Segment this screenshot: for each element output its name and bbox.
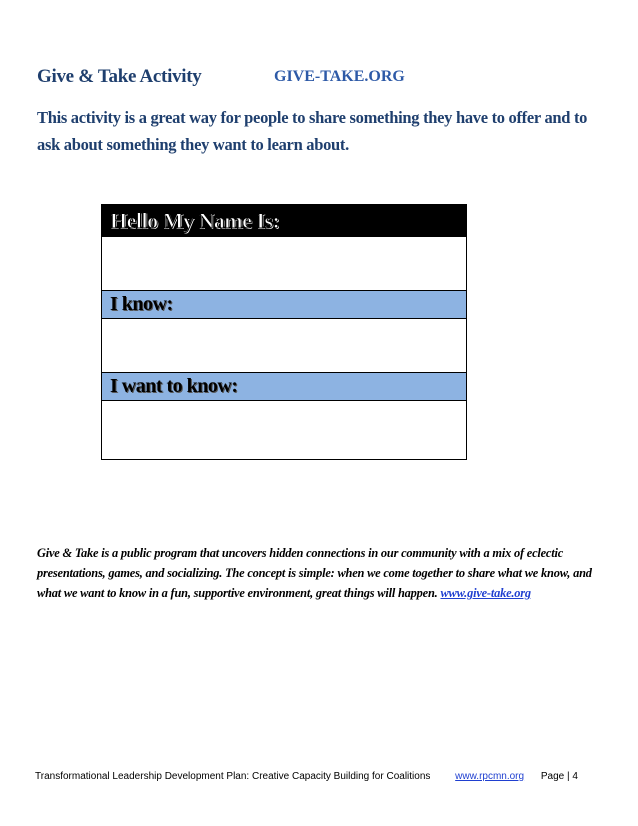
name-blank-field xyxy=(102,237,466,291)
want-blank-field xyxy=(102,401,466,457)
know-blank-field xyxy=(102,319,466,373)
about-paragraph xyxy=(37,543,602,603)
want-label: I want to know: xyxy=(110,375,238,397)
footer-doc-title: Transformational Leadership Development Plan: Creative Capacity Building for Coalitions xyxy=(35,771,431,782)
footer-url-link[interactable]: www.rpcmn.org xyxy=(455,771,525,782)
know-row-header xyxy=(102,291,466,319)
activity-title: Give & Take Activity xyxy=(37,66,202,87)
know-label: I know: xyxy=(110,293,173,315)
name-row-header xyxy=(102,205,466,237)
intro-paragraph: This activity is a great way for people to share something they have to offer and to ask about something they want to learn about. xyxy=(37,108,588,154)
site-tag: GIVE-TAKE.ORG xyxy=(274,68,405,85)
page-footer xyxy=(35,771,578,782)
name-label: Hello My Name Is: xyxy=(110,207,280,233)
want-row-header xyxy=(102,373,466,401)
give-take-link[interactable]: www.give-take.org xyxy=(440,586,531,600)
footer-page-number: Page | 4 xyxy=(540,771,578,782)
about-text: Give & Take is a public program that uncovers hidden connections in our community with a mix of eclectic presentations, games, and socializing. The concept is simple: when we come together to share what we know, and what we want to know in a fun, supportive environment, great things will happen. xyxy=(37,546,592,600)
name-tag-card xyxy=(101,204,467,460)
